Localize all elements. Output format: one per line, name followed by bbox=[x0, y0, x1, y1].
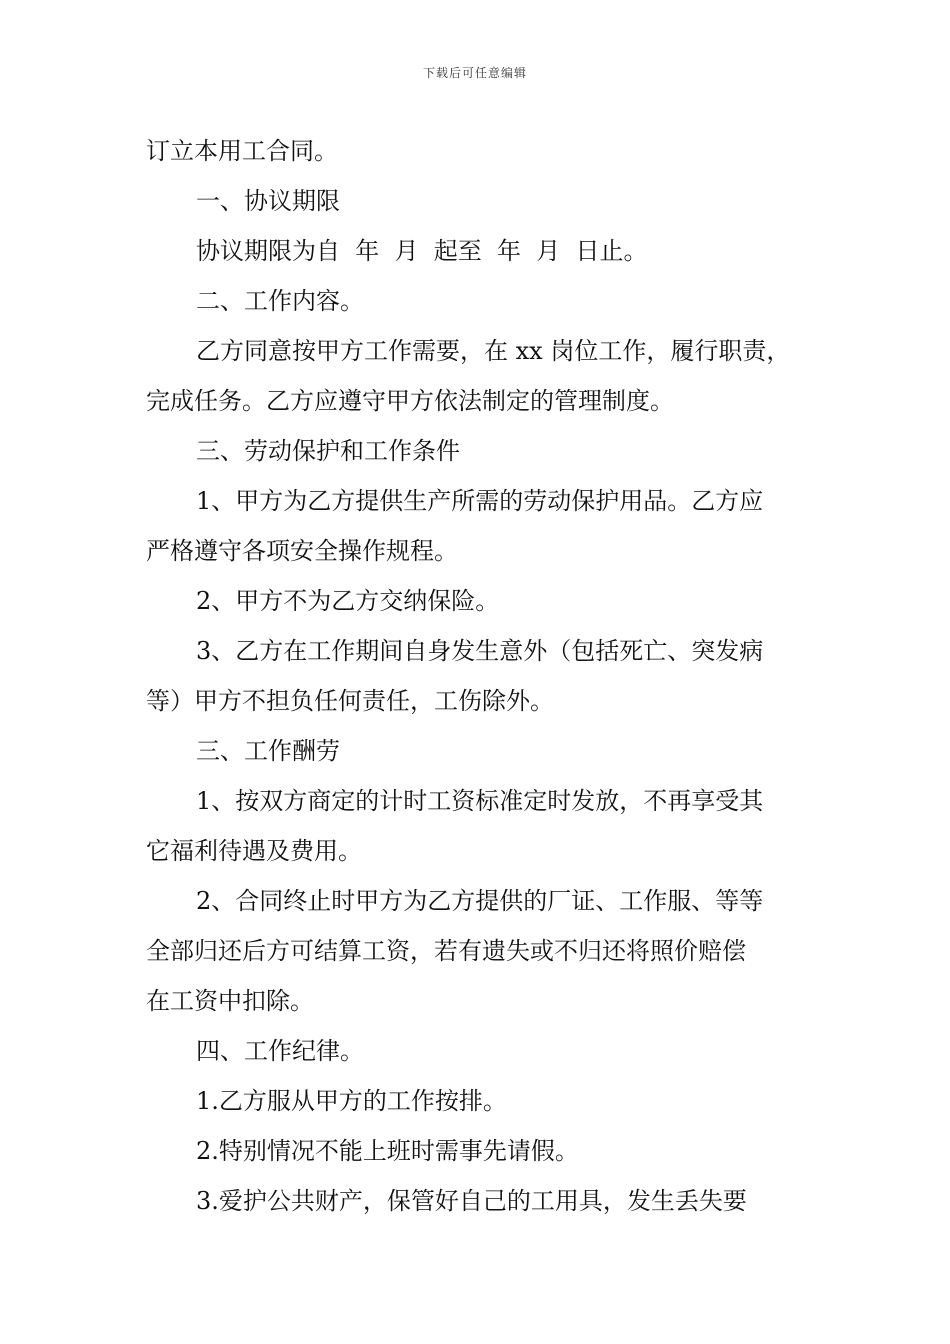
text-line: 在工资中扣除。 bbox=[146, 987, 314, 1015]
page-header-note: 下载后可任意编辑 bbox=[422, 66, 527, 80]
section-heading: 三、劳动保护和工作条件 bbox=[196, 437, 460, 465]
text-line: 3、乙方在工作期间自身发生意外（包括死亡、突发病 bbox=[196, 637, 764, 665]
text-line: 2、合同终止时甲方为乙方提供的厂证、工作服、等等 bbox=[196, 887, 764, 915]
text-line: 2.特别情况不能上班时需事先请假。 bbox=[196, 1137, 579, 1165]
text-line: 1.乙方服从甲方的工作按排。 bbox=[196, 1087, 507, 1115]
section-heading: 四、工作纪律。 bbox=[196, 1037, 364, 1065]
text-line: 它福利待遇及费用。 bbox=[146, 837, 362, 865]
text-line: 完成任务。乙方应遵守甲方依法制定的管理制度。 bbox=[146, 387, 674, 415]
text-line: 协议期限为自 年 月 起至 年 月 日止。 bbox=[196, 237, 648, 265]
text-line: 3.爱护公共财产，保管好自己的工用具，发生丢失要 bbox=[196, 1187, 747, 1215]
section-heading: 二、工作内容。 bbox=[196, 287, 364, 315]
section-heading: 三、工作酬劳 bbox=[196, 737, 340, 765]
document-body bbox=[146, 126, 826, 1226]
text-line: 严格遵守各项安全操作规程。 bbox=[146, 537, 458, 565]
text-line: 订立本用工合同。 bbox=[146, 137, 338, 165]
section-heading: 一、协议期限 bbox=[196, 187, 340, 215]
text-line: 2、甲方不为乙方交纳保险。 bbox=[196, 587, 500, 615]
text-line: 1、甲方为乙方提供生产所需的劳动保护用品。乙方应 bbox=[196, 487, 764, 515]
text-line: 乙方同意按甲方工作需要，在 xx 岗位工作，履行职责， bbox=[196, 337, 791, 365]
text-line: 1、按双方商定的计时工资标准定时发放，不再享受其 bbox=[196, 787, 764, 815]
text-line: 全部归还后方可结算工资，若有遗失或不归还将照价赔偿 bbox=[146, 937, 746, 965]
text-line: 等）甲方不担负任何责任，工伤除外。 bbox=[146, 687, 554, 715]
